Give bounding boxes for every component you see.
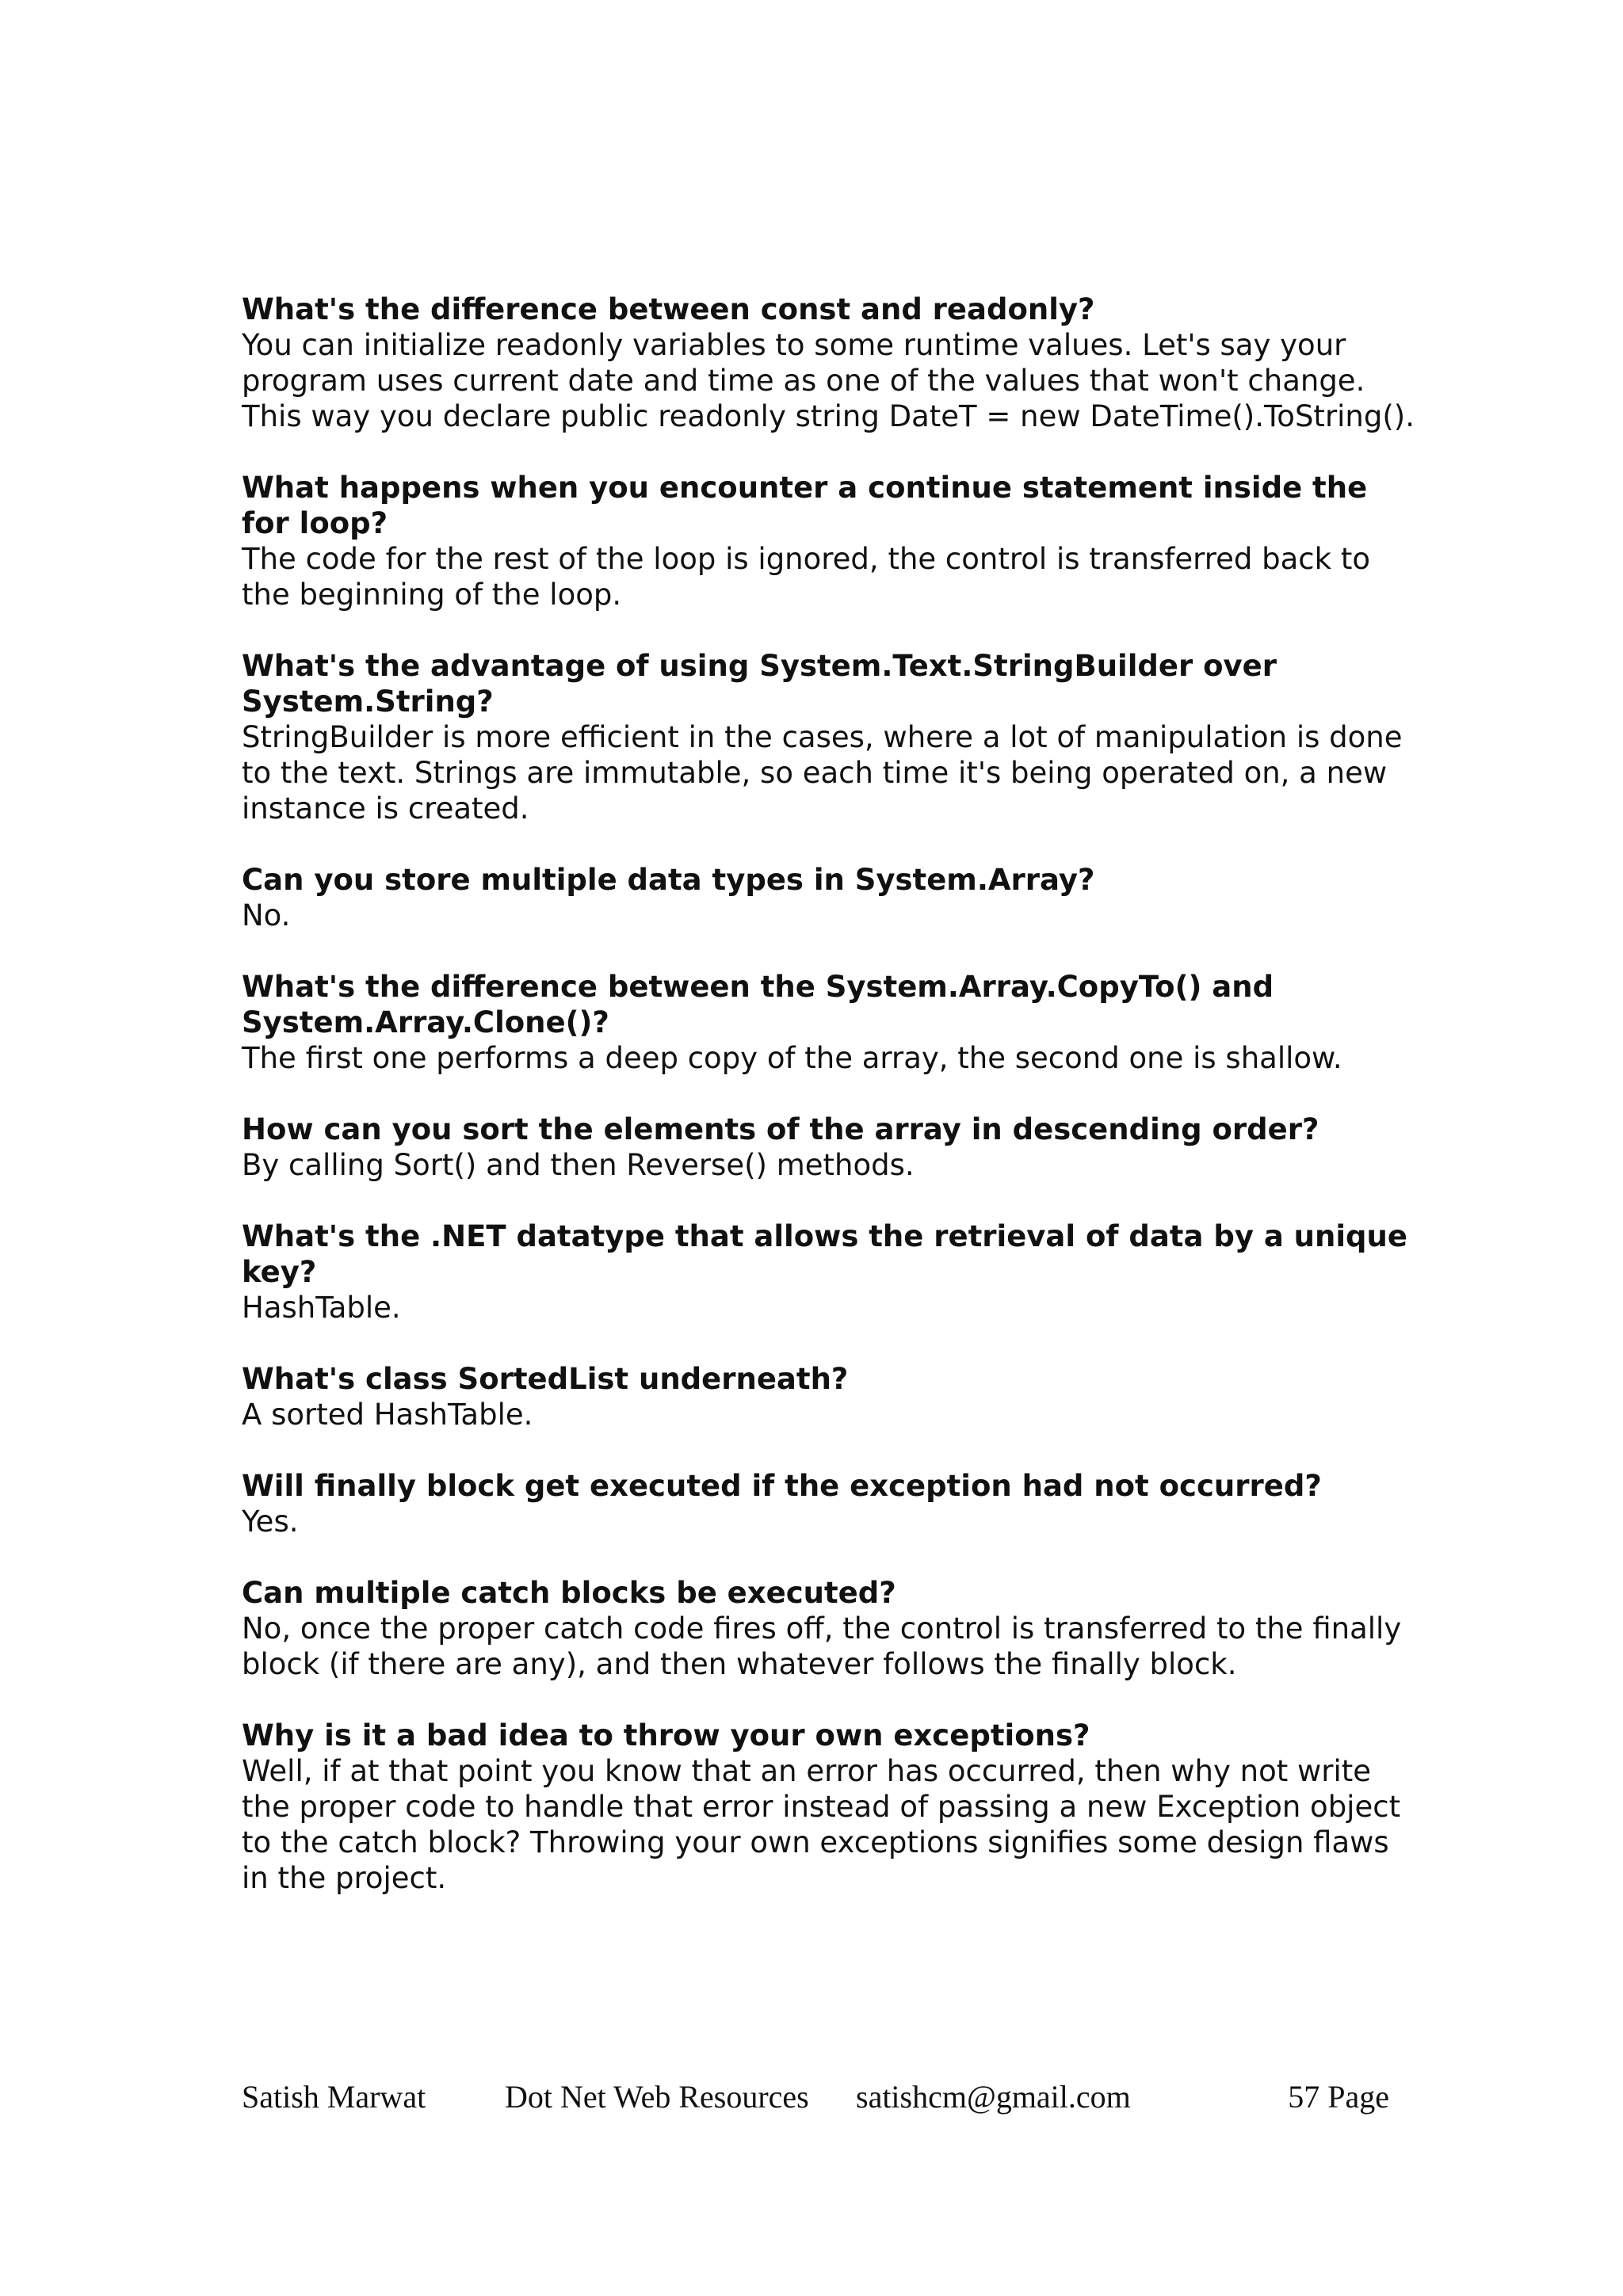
- question-heading: What's the difference between const and readonly?: [242, 292, 1095, 326]
- answer-text: By calling Sort() and then Reverse() methods.: [242, 1148, 915, 1182]
- qa-item: [242, 1575, 1415, 1682]
- answer-text: You can initialize readonly variables to some runtime values. Let's say your program uses current date and time as one of the values that won't change. This way you declare public readonly string DateT = new DateTime().ToString().: [242, 328, 1415, 433]
- answer-text: Well, if at that point you know that an error has occurred, then why not write the proper code to handle that error instead of passing a new Exception object to the catch block? Throwing your own exceptions signifies some design flaws in the project.: [242, 1754, 1401, 1895]
- qa-item: [242, 648, 1415, 826]
- answer-text: Yes.: [242, 1505, 299, 1539]
- question-heading: What's class SortedList underneath?: [242, 1362, 849, 1396]
- question-heading: How can you sort the elements of the array in descending order?: [242, 1112, 1319, 1146]
- document-body: [242, 292, 1415, 1932]
- qa-item: [242, 1468, 1415, 1539]
- answer-text: StringBuilder is more efficient in the cases, where a lot of manipulation is done to the text. Strings are immutable, so each time it's being operated on, a new instance is created.: [242, 720, 1403, 826]
- question-heading: What's the .NET datatype that allows the retrieval of data by a unique key?: [242, 1219, 1407, 1289]
- question-heading: Can you store multiple data types in System.Array?: [242, 863, 1095, 897]
- qa-item: [242, 1361, 1415, 1432]
- qa-item: [242, 862, 1415, 933]
- footer-email: satishcm@gmail.com: [856, 2079, 1131, 2115]
- question-heading: Can multiple catch blocks be executed?: [242, 1576, 896, 1610]
- qa-item: [242, 969, 1415, 1076]
- answer-text: A sorted HashTable.: [242, 1398, 533, 1432]
- page-footer: [242, 2077, 1389, 2117]
- answer-text: HashTable.: [242, 1291, 401, 1325]
- qa-item: [242, 1112, 1415, 1183]
- answer-text: No, once the proper catch code fires off, the control is transferred to the finally block (if there are any), and then whatever follows the finally block.: [242, 1611, 1402, 1681]
- question-heading: Why is it a bad idea to throw your own exceptions?: [242, 1718, 1090, 1753]
- qa-item: [242, 292, 1415, 434]
- qa-item: [242, 1219, 1415, 1325]
- footer-page-number: 57 Page: [1288, 2079, 1389, 2115]
- answer-text: The first one performs a deep copy of the array, the second one is shallow.: [242, 1041, 1342, 1075]
- question-heading: What's the difference between the System.Array.CopyTo() and System.Array.Clone()?: [242, 970, 1274, 1039]
- qa-item: [242, 470, 1415, 612]
- footer-site: Dot Net Web Resources: [505, 2079, 809, 2115]
- question-heading: What happens when you encounter a continue statement inside the for loop?: [242, 471, 1368, 540]
- answer-text: No.: [242, 898, 291, 933]
- question-heading: Will finally block get executed if the exception had not occurred?: [242, 1469, 1322, 1503]
- answer-text: The code for the rest of the loop is ignored, the control is transferred back to the beginning of the loop.: [242, 542, 1370, 612]
- question-heading: What's the advantage of using System.Text.StringBuilder over System.String?: [242, 649, 1277, 719]
- footer-author: Satish Marwat: [242, 2079, 426, 2115]
- qa-item: [242, 1718, 1415, 1896]
